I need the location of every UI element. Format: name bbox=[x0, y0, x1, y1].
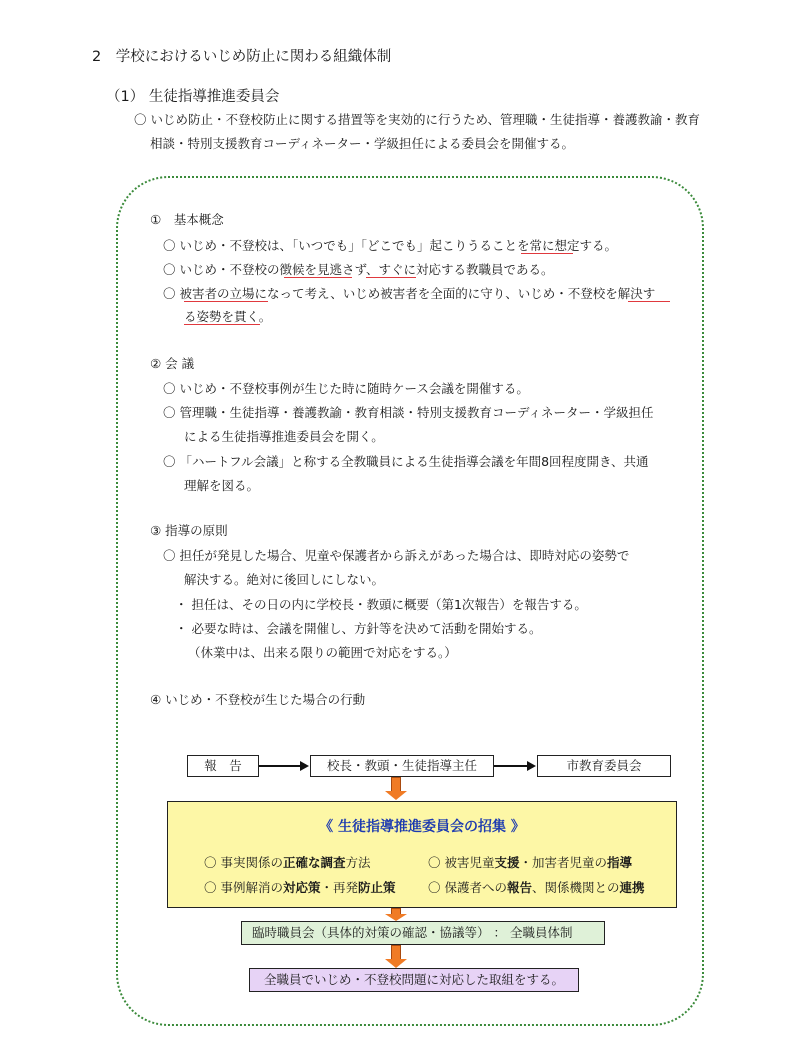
section-title: 2 学校におけるいじめ防止に関わる組織体制 bbox=[92, 49, 392, 65]
arrow-head-2 bbox=[527, 761, 536, 771]
down-arrow-1 bbox=[385, 777, 407, 800]
principles-bullet-2: ・ 必要な時は、会議を開催し、方針等を決めて活動を開始する。 bbox=[175, 621, 542, 636]
arrow-line-1 bbox=[259, 765, 302, 767]
arrow-head-1 bbox=[300, 761, 309, 771]
report-box: 報 告 bbox=[187, 755, 259, 777]
basic-concept-heading: ① 基本概念 bbox=[150, 212, 224, 227]
committee-title: 《 生徒指導推進委員会の招集 》 bbox=[319, 819, 525, 835]
principles-bullet-1: ・ 担任は、その日の内に学校長・教頭に概要（第1次報告）を報告する。 bbox=[175, 597, 587, 612]
meeting-item-1: 〇 いじめ・不登校事例が生じた時に随時ケース会議を開催する。 bbox=[163, 381, 529, 396]
committee-item-victim-support: 〇 被害児童支援・加害者児童の指導 bbox=[428, 855, 633, 870]
basic-concept-item-2: 〇 いじめ・不登校の徴候を見逃さず、すぐに対応する教職員である。 bbox=[163, 262, 554, 277]
basic-concept-item-3-line-1: 〇 被害者の立場になって考え、いじめ被害者を全面的に守り、いじめ・不登校を解決す bbox=[163, 286, 656, 301]
principles-item-1-line-1: 〇 担任が発見した場合、児童や保護者から訴えがあった場合は、即時対応の姿勢で bbox=[163, 548, 630, 563]
subsection-title: （1） 生徒指導推進委員会 bbox=[106, 89, 280, 105]
underline-victim-position bbox=[184, 301, 268, 302]
meeting-item-2-line-1: 〇 管理職・生徒指導・養護教諭・教育相談・特別支援教育コーディネーター・学級担任 bbox=[163, 405, 654, 420]
underline-solve-2 bbox=[184, 324, 260, 325]
meeting-heading: ② 会 議 bbox=[150, 356, 195, 371]
basic-concept-item-3-line-2: る姿勢を貫く。 bbox=[184, 309, 272, 324]
arrow-line-2 bbox=[494, 765, 528, 767]
committee-item-guardian-report: 〇 保護者への報告、関係機関との連携 bbox=[428, 880, 645, 895]
committee-item-countermeasures: 〇 事例解消の対応策・再発防止策 bbox=[204, 880, 396, 895]
meeting-item-3-line-2: 理解を図る。 bbox=[184, 478, 260, 493]
committee-item-fact-check: 〇 事実関係の正確な調査方法 bbox=[204, 855, 371, 870]
temporary-staff-meeting-box: 臨時職員会（具体的対策の確認・協議等） ： 全職員体制 bbox=[241, 921, 605, 945]
meeting-item-3-line-1: 〇 「ハートフル会議」と称する全教職員による生徒指導会議を年間8回程度開き、共通 bbox=[163, 454, 649, 469]
board-of-education-box: 市教育委員会 bbox=[537, 755, 671, 777]
basic-concept-item-1: 〇 いじめ・不登校は、「いつでも」「どこでも」起こりうることを常に想定する。 bbox=[163, 238, 617, 253]
meeting-item-2-line-2: による生徒指導推進委員会を開く。 bbox=[184, 429, 384, 444]
underline-solve-1 bbox=[628, 301, 670, 302]
intro-line-1: 〇 いじめ防止・不登校防止に関する措置等を実効的に行うため、管理職・生徒指導・養護教諭・教育 bbox=[134, 112, 700, 127]
all-staff-action-box: 全職員でいじめ・不登校問題に対応した取組をする。 bbox=[249, 968, 579, 992]
principal-box: 校長・教頭・生徒指導主任 bbox=[310, 755, 494, 777]
underline-dont-miss bbox=[284, 277, 352, 278]
intro-line-2: 相談・特別支援教育コーディネーター・学級担任による委員会を開催する。 bbox=[150, 136, 575, 151]
action-heading: ④ いじめ・不登校が生じた場合の行動 bbox=[150, 692, 366, 707]
principles-heading: ③ 指導の原則 bbox=[150, 523, 228, 538]
principles-item-1-line-2: 解決する。絶対に後回しにしない。 bbox=[184, 572, 385, 587]
underline-respond-immediately bbox=[366, 277, 416, 278]
principles-note: （休業中は、出来る限りの範囲で対応をする。） bbox=[188, 645, 457, 660]
down-arrow-2 bbox=[385, 908, 407, 921]
down-arrow-3 bbox=[385, 945, 407, 968]
underline-always-assume bbox=[521, 253, 573, 254]
committee-box bbox=[167, 801, 677, 908]
